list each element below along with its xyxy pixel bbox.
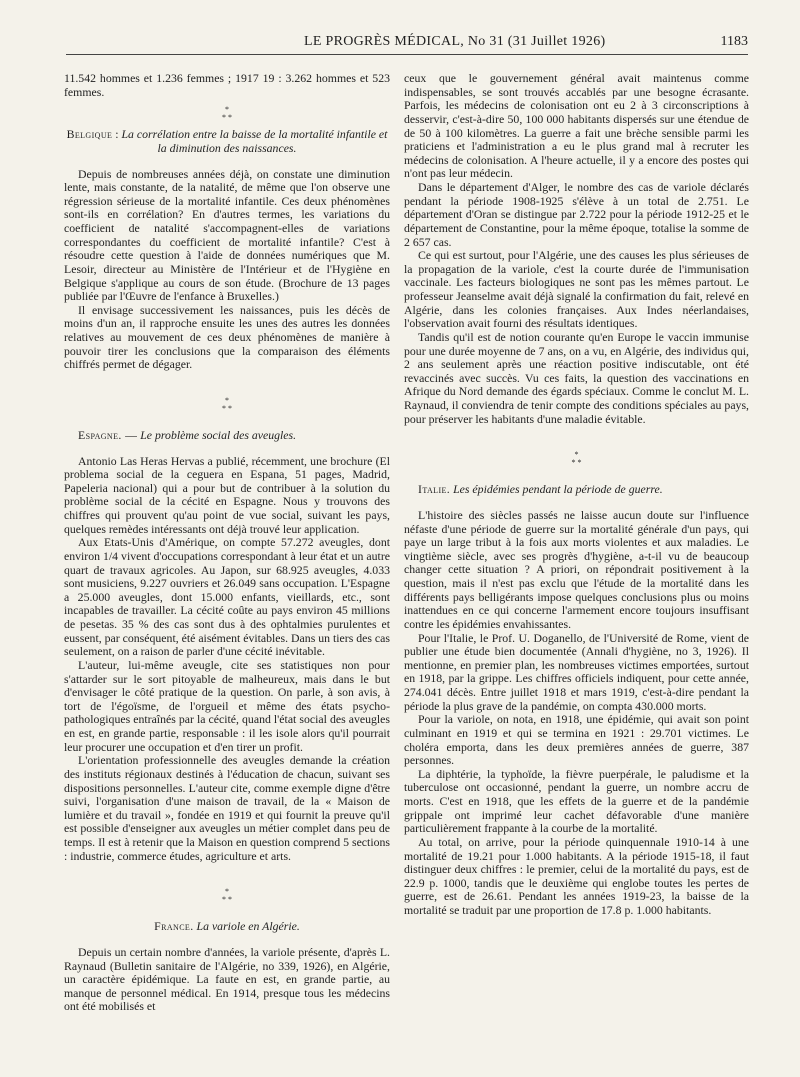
paragraph: Dans le département d'Alger, le nombre des cas de variole déclarés pendant la période 1908-1925 s'élève à un total de 2.751. Le département d'Oran se distingue par 2.722 pour la période 1912-25 et le département de Constantine, pour la même époque, totalise la somme de 2 657 cas. bbox=[404, 180, 749, 249]
section-separator-stars: * * * bbox=[222, 887, 232, 905]
section-topic: Le problème social des aveugles. bbox=[140, 427, 297, 442]
page-header bbox=[66, 34, 748, 55]
country-name: Belgique bbox=[66, 127, 113, 142]
paragraph: L'auteur, lui-même aveugle, cite ses statistiques non pour s'attarder sur le sort pitoyable de malheureux, mais dans le but d'envisager le côté pratique de la question. On parle, à son avis, à tort de l'égoïsme, de l'orgueil et même des états psycho-pathologiques entraînés par la cécité, quand l'état social des aveugles en est, en grande partie, responsable : il les isole alors qu'il pourrait leur procurer une occupation et d'en tirer un profit. bbox=[64, 657, 390, 754]
country-name: France. bbox=[154, 919, 194, 934]
country-name: Italie. bbox=[418, 482, 451, 497]
paragraph: Aux Etats-Unis d'Amérique, on compte 57.272 aveugles, dont environ 1/4 vivent d'occupations correspondant à leur état et un autre quart de travaux agricoles. Au Japon, sur 68.925 aveugles, 4.033 sont musiciens, 9.227 ouvriers et 26.049 sans occupation. L'Espagne a 25.000 aveugles, dont 15.000 enfants, vieillards, etc., sont incapables de travailler. La cécité coûte au pays environ 45 millions de pesetas. 35 % des cas sont dus à des ophtalmies purulentes et eussent, par conséquent, été aisément évitables. Dans un tiers des cas seulement, on a raison de parler d'une cécité inévitable. bbox=[64, 535, 390, 659]
country-name: Espagne. — bbox=[78, 427, 138, 442]
section-separator-stars: * * * bbox=[222, 395, 232, 413]
section-heading-france bbox=[64, 920, 390, 934]
paragraph: Depuis un certain nombre d'années, la variole présente, d'après L. Raynaud (Bulletin sanitaire de l'Algérie, no 339, 1926), en Algérie, un caractère épidémique. La faute en est, en grande partie, au manque de personnel médical. En 1914, presque tous les médecins ont été mobilisés et bbox=[64, 944, 390, 1014]
section-heading-italie bbox=[404, 483, 749, 497]
section-topic: La variole en Algérie. bbox=[196, 919, 300, 934]
section-heading-espagne bbox=[64, 429, 390, 443]
running-title: LE PROGRÈS MÉDICAL, No 31 (31 Juillet 1926) bbox=[304, 34, 606, 49]
paragraph: Antonio Las Heras Hervas a publié, récemment, une brochure (El problema social de la ceguera en Espana, 51 pages, Madrid, Papeleria nacional) qui a pour but de contribuer à la solution du problème social de la cécité en Espagne. Nous y trouvons des chiffres qui prouvent qu'au point de vue social, suivant les pays, quelques remèdes intéressants ont déjà trouvé leur application. bbox=[64, 453, 390, 536]
right-column bbox=[404, 72, 749, 918]
paragraph: Ce qui est surtout, pour l'Algérie, une des causes les plus sérieuses de la propagation de la variole, c'est la courte durée de l'immunisation vaccinale. Les facteurs biologiques ne sont pas les mêmes partout. Le professeur Jeanselme avait déjà signalé la confirmation du fait, relevé en Algérie, dans les colonies françaises. Aux Indes néerlandaises, l'observation avait fourni des résultats identiques. bbox=[404, 248, 749, 331]
paragraph: Il envisage successivement les naissances, puis les décès de moins d'un an, il rapproche ensuite les unes des autres les données relatives au mouvement de ces deux phénomènes de manière à pouvoir tirer les conclusions que la comparaison des éléments chiffrés permet de dégager. bbox=[64, 302, 390, 372]
section-topic: La corrélation entre la baisse de la mortalité infantile et la diminution des naissances. bbox=[121, 127, 388, 155]
paragraph: L'histoire des siècles passés ne laisse aucun doute sur l'influence néfaste d'une période de guerre sur la mortalité générale d'un pays, qui paye un large tribut à la fois aux morts violentes et aux maladies. Le vingtième siècle, avec ses progrès d'hygiène, a-t-il vu de beaucoup changer cette situation ? A priori, on répondrait positivement à la question, mais il n'est pas exclu que l'étude de la mortalité dans les différents pays belligérants impose quelques conclusions plus ou moins inattendues en ce qui concerne l'armement encore toujours insuffisant contre les épidémies envahissantes. bbox=[404, 507, 749, 631]
paragraph: Tandis qu'il est de notion courante qu'en Europe le vaccin immunise pour une durée moyenne de 7 ans, on a vu, en Algérie, des individus qui, 2 ans seulement après une réaction positive indiscutable, ont été revaccinés avec succès. Vu ces faits, la question des vaccinations en Afrique du Nord demande des égards spéciaux. Comme le conclut M. L. Raynaud, il conviendra de tenir compte des conditions spéciales au pays, pour préserver les habitants d'une maladie évitable. bbox=[404, 329, 749, 426]
paragraph: Au total, on arrive, pour la période quinquennale 1910-14 à une mortalité de 19.21 pour 1.000 habitants. A la période 1915-18, il faut distinguer deux chiffres : le premier, celui de la mortalité du pays, est de 22.9 p. 1000, tandis que le deuxième qui englobe toutes les pertes de guerre, est de 26.61. Pendant les années 1919-23, la baisse de la mortalité se traduit par une proportion de 17.8 p. 1.000 habitants. bbox=[404, 834, 749, 917]
paragraph: ceux que le gouvernement général avait maintenus comme indispensables, se sont trouvés accablés par une besogne écrasante. Parfois, les médecins de colonisation ont eu 2 à 3 circonscriptions à desservir, c'est-à-dire 50, 100 000 habitants dispersés sur une étendue de de 50 à 100 kilomètres. La guerre a fait une brèche sensible parmi les praticiens et l'administration a eu le plus grand mal à recruter les médecins de colonisation. A l'heure actuelle, il y a encore des postes qui n'ont pas leur médecin. bbox=[404, 71, 749, 181]
page-number: 1183 bbox=[720, 34, 748, 49]
section-topic: Les épidémies pendant la période de guerre. bbox=[453, 482, 663, 497]
section-separator-stars: * * * bbox=[571, 450, 582, 468]
section-heading-belgique: Belgique : La corrélation entre la baisse de la mortalité infantile et la diminution des naissances. bbox=[66, 127, 388, 155]
section-separator-stars: * * * bbox=[222, 105, 232, 123]
paragraph: Depuis de nombreuses années déjà, on constate une diminution lente, mais constante, de la natalité, de même que l'on observe une régression sérieuse de la mortalité infantile. Ces deux phénomènes sont-ils en corrélation? En d'autres termes, les variations du coefficient de natalité s'accompagnent-elles de variations correspondantes du coefficient de mortalité infantile? C'est à résoudre cette question à l'aide de données numériques que M. Lesoir, directeur au Ministère de l'Intérieur et de l'Hygiène en Belgique s'applique au cours de son étude. (Brochure de 13 pages publiée par l'Œuvre de l'enfance à Bruxelles.) bbox=[64, 166, 390, 304]
paragraph: Pour l'Italie, le Prof. U. Doganello, de l'Université de Rome, vient de publier une étude bien documentée (Annali d'hygiène, no 3, 1926). Il mentionne, en premier plan, les nombreuses victimes emportées, surtout en 1918, par la grippe. Les chiffres officiels indiquent, pour cette année, 274.041 décès. Entre juillet 1918 et mars 1919, c'est-à-dire pendant la période la plus grave de la pandémie, on compta 430.000 morts. bbox=[404, 630, 749, 713]
paragraph: L'orientation professionnelle des aveugles demande la création des instituts régionaux destinés à l'éducation de chacun, suivant ses dispositions personnelles. L'auteur cite, comme exemple digne d'être suivi, l'organisation d'une maison de travail, de la « Maison de lumière et du travail », fondée en 1919 et qui fournit la preuve qu'il est possible d'enseigner aux aveugles un métier complet dans peu de temps. Il est à retenir que la Maison en question comprend 5 sections : industrie, commerce études, agriculture et arts. bbox=[64, 753, 390, 863]
paragraph: La diphtérie, la typhoïde, la fièvre puerpérale, le paludisme et la tuberculose ont occasionné, pendant la guerre, un nombre accru de morts. C'est en 1918, que les effets de la guerre et de la pandémie grippale ont imprimé leur cachet défavorable d'une manière particulièrement frappante à la courbe de la mortalité. bbox=[404, 766, 749, 836]
paragraph: Pour la variole, on nota, en 1918, une épidémie, qui avait son point culminant en 1919 et qui se termina en 1921 : 29.701 victimes. Le choléra emporta, dans les deux premières années de guerre, 387 personnes. bbox=[404, 712, 749, 768]
left-column bbox=[64, 72, 390, 1014]
intro-paragraph: 11.542 hommes et 1.236 femmes ; 1917 19 : 3.262 hommes et 523 femmes. bbox=[64, 71, 390, 99]
